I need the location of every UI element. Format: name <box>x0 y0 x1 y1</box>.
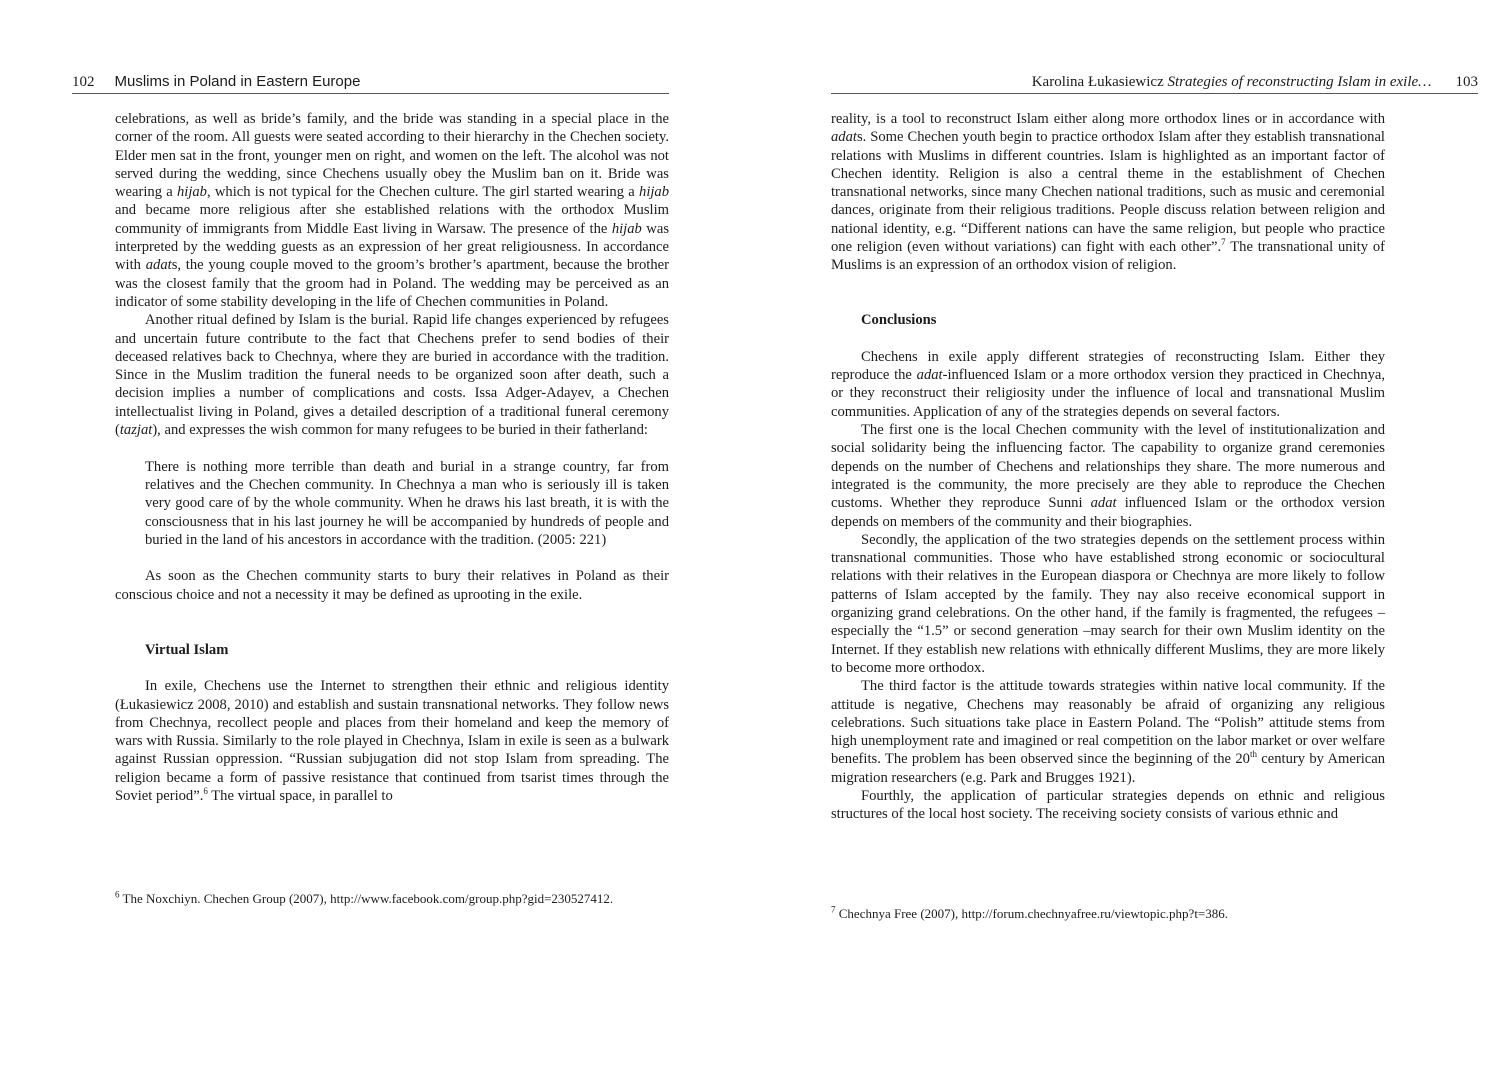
paragraph: Another ritual defined by Islam is the burial. Rapid life changes experienced by refugees and uncertain future contribute to the fact that Chechens prefer to send bodies of their deceased relatives back to Chechnya, where they are buried in accordance with the tradition. Since in the Muslim tradition the funeral needs to be organized soon after death, such a decision implies a number of complications and costs. Issa Adger-Adayev, a Chechen intellectualist living in Poland, gives a detailed description of a traditional funeral ceremony (tazjat), and expresses the wish common for many refugees to be buried in their fatherland: <box>115 312 669 439</box>
footnote-mark: 7 <box>831 904 836 915</box>
footnote-mark: 6 <box>115 889 120 900</box>
italic-term: hijab <box>611 220 642 237</box>
footnote-7 <box>831 906 1385 922</box>
superscript: th <box>1249 749 1257 760</box>
author-name: Karolina Łukasiewicz <box>1031 74 1164 90</box>
italic-term: adat <box>145 257 172 274</box>
paragraph: The third factor is the attitude towards strategies within native local community. If the attitude is negative, Chechens may reasonably be afraid of organizing any religious celebrations. Such situations take place in Eastern Poland. The “Polish” attitude stems from high unemployment rate and imagined or real competition on the labor market or over welfare benefits. The problem has been observed since the beginning of the 20th century by American migration researchers (e.g. Park and Brugges 1921). <box>831 678 1386 786</box>
paragraph: The first one is the local Chechen community with the level of institutionalization and social solidarity being the influencing factor. The capability to organize grand ceremonies depends on the number of Chechens and relationships they share. The more numerous and integrated is the community, the more precisely are they able to reproduce the Chechen customs. Whether they reproduce Sunni adat influenced Islam or the orthodox version depends on members of the community and their biographies. <box>831 422 1385 530</box>
italic-term: hijab <box>176 184 207 201</box>
superscript: 6 <box>203 786 208 797</box>
paragraph: Secondly, the application of the two strategies depends on the settlement process within transnational communities. Those who have established strong economic or sociocultural relations with their relatives in the European diaspora or Chechnya are more likely to follow patterns of Islam accepted by the family. They nay also receive economical support in organizing grand celebrations. On the other hand, if the family is fragmented, the refugees – especially the “1.5” or second generation –may search for their own Muslim identity on the Internet. If they establish new relations with ethnically different Muslims, they are more likely to become more orthodox. <box>831 531 1385 676</box>
paragraph: Chechens in exile apply different strategies of reconstructing Islam. Either they reproduce the adat-influenced Islam or a more orthodox version they practiced in Chechnya, or they reconstruct their religiosity under the influence of local and transnational Muslim communities. Application of any of the strategies depends on several factors. <box>831 348 1385 420</box>
footnote-6 <box>115 891 669 907</box>
quote-text: There is nothing more terrible than death and burial in a strange country, far from relatives and the Chechen community. In Chechnya a man who is seriously ill is taken very good care of by the whole community. When he draws his last breath, it is with the consciousness that in his last journey he will be accompanied by hundreds of people and buried in the land of his ancestors in accordance with the tradition. (2005: 221) <box>145 458 669 548</box>
italic-term: tazjat <box>119 422 153 439</box>
left-running-header <box>72 71 669 94</box>
paragraph: Fourthly, the application of particular strategies depends on ethnic and religious structures of the local host society. The receiving society consists of various ethnic and <box>831 787 1385 823</box>
section-heading-conclusions: Conclusions <box>861 312 937 329</box>
paragraph: reality, is a tool to reconstruct Islam either along more orthodox lines or in accordance with adats. Some Chechen youth begin to practice orthodox Islam after they establish transnational relations with Muslims in different countries. Islam is highlighted as an important factor of Chechen identity. Religion is also a central theme in the establishment of Chechen transnational networks, since many Chechen national traditions, such as music and ceremonial dances, originate from their religious traditions. People discuss relation between religion and national identity, e.g. “Different nations can have the same religion, but people who practice one religion (even without variations) can fight with each other”.$^7$ The transnational unity of Muslims is an expression of an orthodox vision of religion. <box>831 111 1386 274</box>
paragraph: As soon as the Chechen community starts to bury their relatives in Poland as their conscious choice and not a necessity it may be defined as uprooting in the exile. <box>115 568 669 603</box>
right-page-number: 103 <box>1455 74 1478 90</box>
block-quote <box>145 458 669 549</box>
paragraph: celebrations, as well as bride’s family, and the bride was standing in a special place in the corner of the room. All guests were seated according to their hierarchy in the Chechen society. Elder men sat in the front, younger men on right, and women on the left. The alcohol was not served during the wedding, since Chechens usually obey the Muslim ban on it. Bride was wearing a hijab, which is not typical for the Chechen culture. The girl started wearing a hijab and became more religious after she established relations with the orthodox Muslim community of immigrants from Middle East living in Warsaw. The presence of the hijab was interpreted by the wedding guests as an expression of her great religiousness. In accordance with adats, the young couple moved to the groom’s brother’s apartment, because the brother was the closest family that the groom had in Poland. The wedding may be perceived as an indicator of some stability developing in the life of Chechen communities in Poland. <box>115 111 670 310</box>
italic-term: adat <box>916 367 943 384</box>
right-body-text <box>831 110 1385 824</box>
right-running-title: Strategies of reconstructing Islam in exile… <box>1167 74 1432 90</box>
italic-term: adat <box>831 129 857 146</box>
section-heading-virtual-islam: Virtual Islam <box>145 641 229 658</box>
italic-term: adat <box>1090 495 1117 512</box>
left-running-title: Muslims in Poland in Eastern Europe <box>114 73 361 90</box>
paragraph: In exile, Chechens use the Internet to strengthen their ethnic and religious identity (Łukasiewicz 2008, 2010) and establish and sustain transnational networks. They follow news from Chechnya, recollect people and places from their homeland and keep the memory of wars with Russia. Similarly to the role played in Chechnya, Islam in exile is seen as a bulwark against Russian oppression. “Russian subjugation did not stop Islam from spreading. The religion became a form of passive resistance that continued from tsarist times through the Soviet period”.$^6$ The virtual space, in parallel to <box>115 678 669 804</box>
footnote-text: The Noxchiyn. Chechen Group (2007), http://www.facebook.com/group.php?gid=230527412. <box>119 891 614 906</box>
footnote-text: Chechnya Free (2007), http://forum.chechnyafree.ru/viewtopic.php?t=386. <box>835 906 1229 921</box>
italic-term: hijab <box>639 184 670 201</box>
right-running-header <box>831 71 1478 94</box>
superscript: 7 <box>1221 237 1226 248</box>
left-body-text <box>115 110 669 805</box>
right-page <box>750 0 1500 1066</box>
left-page-number: 102 <box>72 74 95 90</box>
